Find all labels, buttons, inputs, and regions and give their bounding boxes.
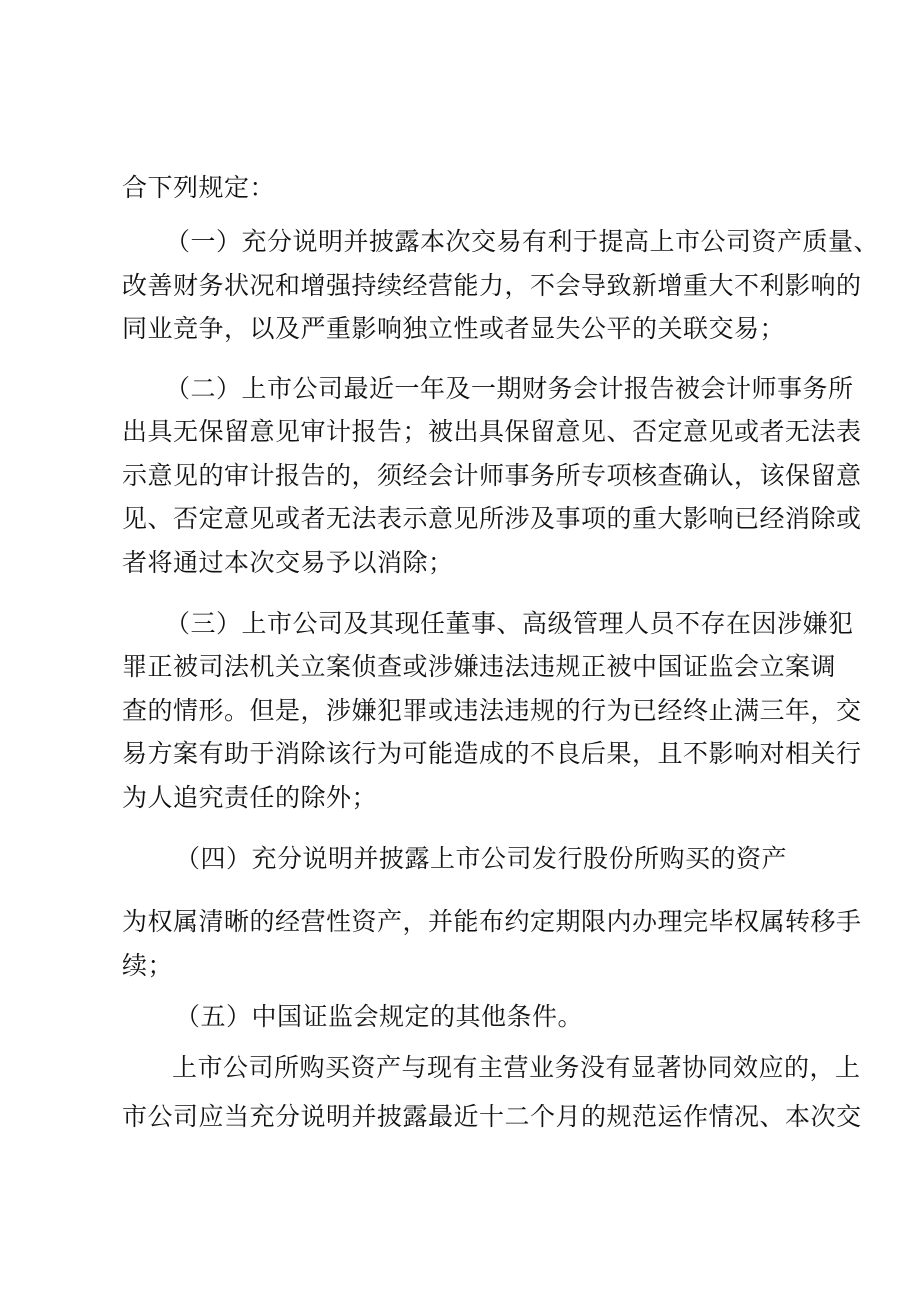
text-line: 改善财务状况和增强持续经营能力，不会导致新增重大不利影响的 [122, 271, 862, 300]
text-line: 为人追究责任的除外； [122, 783, 378, 812]
text-line: 合下列规定： [122, 173, 276, 202]
text-line: 查的情形。但是，涉嫌犯罪或违法违规的行为已经终止满三年，交 [122, 696, 862, 725]
text-line: 市公司应当充分说明并披露最近十二个月的规范运作情况、本次交 [122, 1102, 862, 1131]
text-line: 示意见的审计报告的，须经会计师事务所专项核查确认，该保留意 [122, 461, 862, 490]
text-line: 者将通过本次交易予以消除； [122, 548, 454, 577]
text-line: 上市公司所购买资产与现有主营业务没有显著协同效应的，上 [172, 1053, 861, 1082]
text-line: 同业竞争，以及严重影响独立性或者显失公平的关联交易； [122, 314, 786, 343]
text-line: （一）充分说明并披露本次交易有利于提高上市公司资产质量、 [165, 227, 880, 256]
text-line: （四）充分说明并披露上市公司发行股份所购买的资产 [175, 844, 788, 873]
text-line: 见、否定意见或者无法表示意见所涉及事项的重大影响已经消除或 [122, 504, 862, 533]
text-line: 为权属清晰的经营性资产，并能布约定期限内办理完毕权属转移手 [122, 907, 862, 936]
text-line: 罪正被司法机关立案侦查或涉嫌违法违规正被中国证监会立案调 [122, 652, 837, 681]
text-line: （二）上市公司最近一年及一期财务会计报告被会计师事务所 [165, 374, 854, 403]
text-line: （五）中国证监会规定的其他条件。 [175, 1002, 584, 1031]
text-line: 易方案有助于消除该行为可能造成的不良后果，且不影响对相关行 [122, 739, 862, 768]
text-line: 续； [122, 951, 174, 980]
text-line: 出具无保留意见审计报告；被出具保留意见、否定意见或者无法表 [122, 417, 862, 446]
text-line: （三）上市公司及其现任董事、高级管理人员不存在因涉嫌犯 [165, 609, 854, 638]
